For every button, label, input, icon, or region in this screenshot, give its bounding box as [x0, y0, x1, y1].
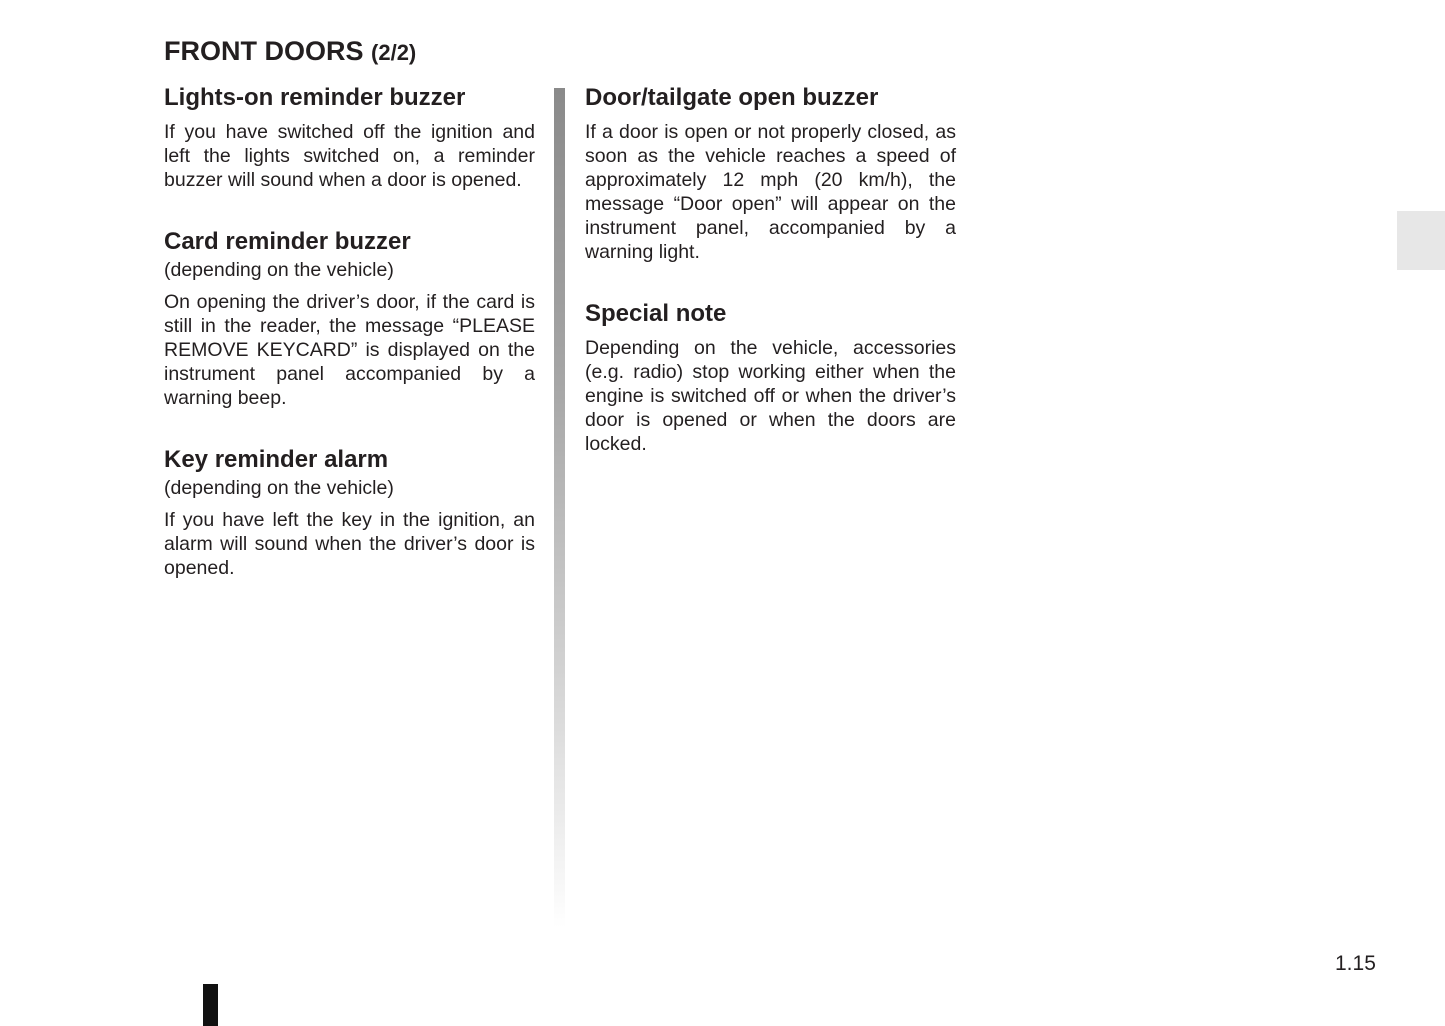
section-lights-on-reminder	[164, 82, 535, 192]
page-title-main: FRONT DOORS	[164, 36, 364, 66]
chapter-tab	[1397, 211, 1445, 270]
section-body: Depending on the vehicle, accessories (e.g. radio) stop working either when the engine is switched off or when the driver’s door is opened or when the doors are locked.	[585, 337, 956, 455]
section-note: (depending on the vehicle)	[164, 477, 394, 499]
page-number: 1.15	[1335, 952, 1376, 975]
section-note: (depending on the vehicle)	[164, 259, 394, 281]
section-body: If you have switched off the ignition and left the lights switched on, a reminder buzzer will sound when a door is opened.	[164, 121, 535, 191]
section-special-note	[585, 298, 956, 456]
section-body: On opening the driver’s door, if the card is still in the reader, the message “PLEASE REMOVE KEYCARD” is displayed on the instrument panel accompanied by a warning beep.	[164, 291, 535, 409]
page-title	[164, 34, 416, 70]
section-body: If you have left the key in the ignition, an alarm will sound when the driver’s door is opened.	[164, 509, 535, 579]
print-mark	[203, 984, 218, 1026]
section-title: Card reminder buzzer	[164, 228, 411, 255]
column-divider	[554, 88, 565, 928]
section-title: Special note	[585, 300, 727, 327]
section-body: If a door is open or not properly closed, as soon as the vehicle reaches a speed of approximately 12 mph (20 km/h), the message “Door open” will appear on the instrument panel, accompanied by a warning light.	[585, 121, 956, 263]
section-title: Key reminder alarm	[164, 446, 389, 473]
left-column	[164, 82, 535, 614]
section-title: Door/tailgate open buzzer	[585, 84, 879, 111]
section-card-reminder	[164, 226, 535, 410]
section-key-reminder	[164, 444, 535, 580]
right-column	[585, 82, 956, 490]
page-title-suffix: (2/2)	[371, 40, 417, 65]
section-title: Lights-on reminder buzzer	[164, 84, 466, 111]
section-door-open-buzzer	[585, 82, 956, 264]
